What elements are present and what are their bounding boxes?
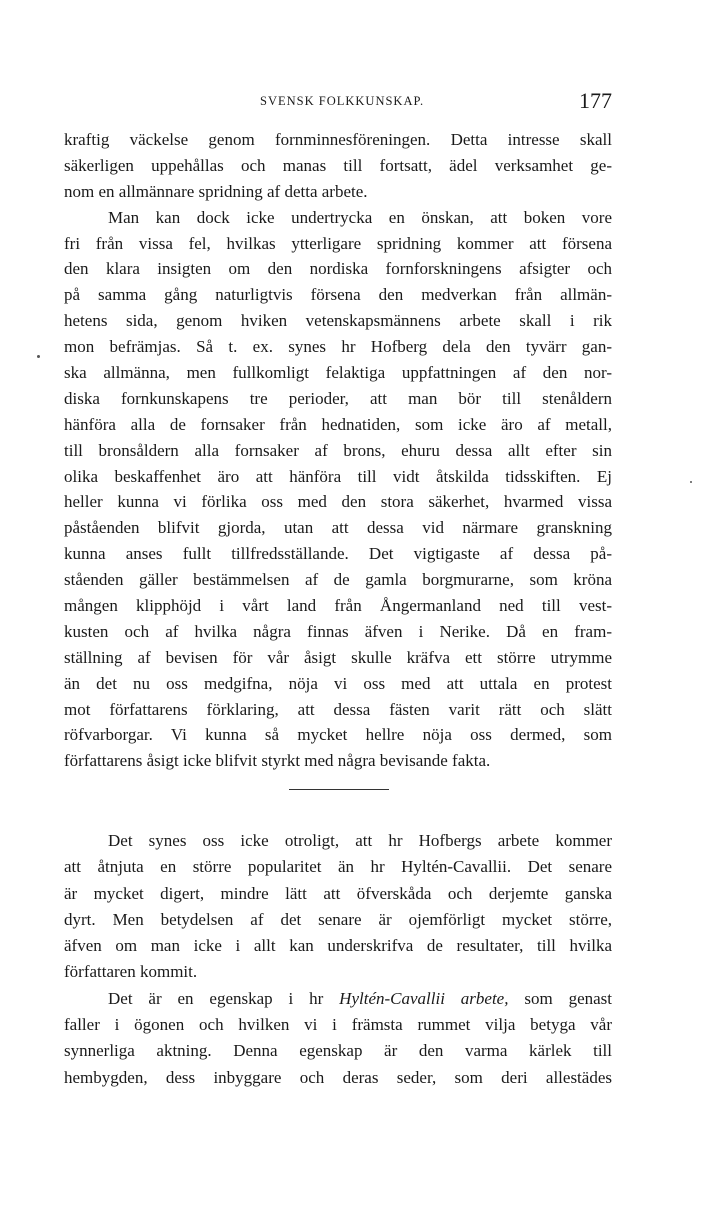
text-line: än det nu oss medgifna, nöja vi oss med att uttala en protest xyxy=(64,673,612,693)
text-segment: Det är en egenskap i hr xyxy=(108,988,340,1008)
text-line: på samma gång naturligtvis försena den medverkan från allmän- xyxy=(64,285,612,305)
text-line: diska fornkunskapens tre perioder, att man bör till stenåldern xyxy=(64,388,612,408)
text-line: röfvarborgar. Vi kunna så mycket hellre nöja oss dermed, som xyxy=(64,725,612,745)
page-number: 177 xyxy=(579,88,612,113)
section-one-text xyxy=(64,127,612,774)
text-line: heller kunna vi förlika oss med den stora säkerhet, hvarmed vissa xyxy=(64,492,612,512)
section-separator xyxy=(289,789,389,790)
text-line: nom en allmännare spridning af detta arbete. xyxy=(64,181,368,201)
text-line: ståenden gäller bestämmelsen af de gamla borgmurarne, som kröna xyxy=(64,570,612,590)
text-line: är mycket digert, mindre lätt att öfverskåda och derjemte ganska xyxy=(64,883,612,903)
text-line: säkerligen uppehållas och manas till fortsatt, ädel verksamhet ge- xyxy=(64,155,612,175)
text-line: faller i ögonen och hvilken vi i främsta rummet vilja betyga vår xyxy=(64,1015,612,1035)
text-line: olika beskaffenhet äro att hänföra till vidt åtskilda tidsskiften. Ej xyxy=(64,466,612,486)
text-line: författarens åsigt icke blifvit styrkt med några bevisande fakta. xyxy=(64,751,491,771)
text-line: hembygden, dess inbyggare och deras seder, som deri allestädes xyxy=(64,1067,612,1087)
text-line: Man kan dock icke undertrycka en önskan, att boken vore xyxy=(108,207,612,227)
text-line: den klara insigten om den nordiska fornforskningens afsigter och xyxy=(64,259,612,279)
text-line: kusten och af hvilka några finnas äfven i Nerike. Då en fram- xyxy=(64,621,612,641)
running-head xyxy=(64,90,612,114)
text-line: hetens sida, genom hviken vetenskapsmännens arbete skall i rik xyxy=(64,311,612,331)
running-title: SVENSK FOLKKUNSKAP. xyxy=(260,94,425,108)
italic-title: Hyltén-Cavallii arbete, xyxy=(339,988,509,1008)
text-line: till bronsåldern alla fornsaker af brons, ehuru dessa allt efter sin xyxy=(64,440,612,460)
text-line: påståenden blifvit gjorda, utan att dessa vid närmare granskning xyxy=(64,518,612,538)
text-line: hänföra alla de fornsaker från hednatiden, som icke äro af metall, xyxy=(64,414,612,434)
text-line: äfven om man icke i allt kan underskrifva de resultater, till hvilka xyxy=(64,936,612,956)
text-line: mot författarens förklaring, att dessa fästen varit rätt och slätt xyxy=(64,699,612,719)
text-line: Det synes oss icke otroligt, att hr Hofbergs arbete kommer xyxy=(108,831,612,850)
text-line: författaren kommit. xyxy=(64,962,198,982)
text-line: att åtnjuta en större popularitet än hr Hyltén-Cavallii. Det senare xyxy=(64,857,612,877)
text-line: kraftig väckelse genom fornminnesföreningen. Detta intresse skall xyxy=(64,130,612,149)
text-line: mången klipphöjd i vårt land från Ångermanland ned till vest- xyxy=(64,596,612,616)
section-two-text xyxy=(64,828,612,1091)
text-line: ställning af bevisen för vår åsigt skulle kräfva ett större utrymme xyxy=(64,647,612,667)
text-line: synnerliga aktning. Denna egenskap är den varma kärlek till xyxy=(64,1041,612,1061)
text-line: mon befrämjas. Så t. ex. synes hr Hofberg dela den tyvärr gan- xyxy=(64,337,612,357)
text-line: ska allmänna, men fullkomligt felaktiga uppfattningen af den nor- xyxy=(64,363,612,383)
text-line: dyrt. Men betydelsen af det senare är ojemförligt mycket större, xyxy=(64,909,612,929)
text-line-with-italic xyxy=(64,986,612,1012)
ink-speck xyxy=(37,355,40,358)
text-line: kunna anses fullt tillfredsställande. Det vigtigaste af dessa på- xyxy=(64,544,612,564)
text-segment: som genast xyxy=(508,988,612,1008)
ink-speck xyxy=(690,481,692,483)
text-line: fri från vissa fel, hvilkas ytterligare spridning kommer att försena xyxy=(64,233,612,253)
